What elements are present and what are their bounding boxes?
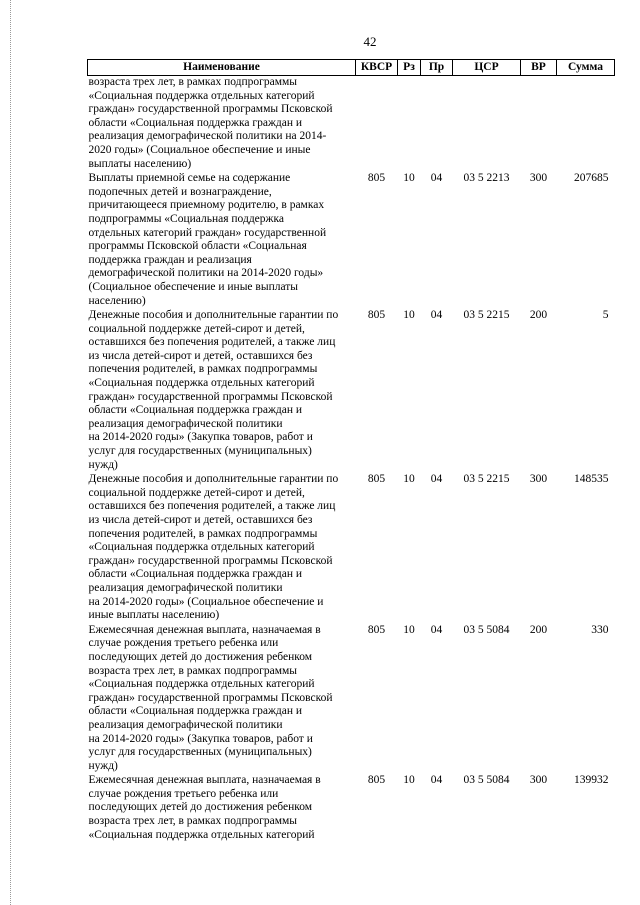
row-csr-cell: 03 5 2215 xyxy=(463,473,510,486)
row-name-line: 2020 годы» (Социальное обеспечение и иные xyxy=(88,143,311,156)
page-number: 42 xyxy=(363,34,377,49)
row-sum-cell: 139932 xyxy=(574,774,609,787)
budget-table xyxy=(87,59,615,843)
row-name-cell xyxy=(88,473,356,624)
row-rz-cell: 10 xyxy=(403,309,415,322)
header-pr: Пр xyxy=(421,60,453,76)
row-vr-cell: 200 xyxy=(529,309,548,322)
row-vr-cell: 300 xyxy=(529,473,548,486)
row-name-line: выплаты населению) xyxy=(88,157,192,170)
table-row xyxy=(88,76,615,173)
row-name-line: на 2014-2020 годы» (Закупка товаров, работ и xyxy=(88,732,313,745)
header-rz: Рз xyxy=(398,60,421,76)
header-sum: Сумма xyxy=(557,60,615,76)
row-name-line: нужд) xyxy=(88,458,118,471)
row-name-line: услуг для государственных (муниципальных) xyxy=(88,746,312,759)
row-name-line: на 2014-2020 годы» (Закупка товаров, работ и xyxy=(88,431,313,444)
row-name-line: на 2014-2020 годы» (Социальное обеспечение и xyxy=(88,595,324,608)
row-name-line: причитающееся приемному родителю, в рамках xyxy=(88,199,325,212)
row-name-line: реализация демографической политики xyxy=(88,417,283,430)
row-name-cell xyxy=(88,624,356,775)
row-kvsr-cell: 805 xyxy=(367,309,386,322)
row-name-line: Выплаты приемной семье на содержание xyxy=(88,172,291,185)
row-name-line: отдельных категорий граждан» государственной xyxy=(88,226,327,239)
row-name-cell xyxy=(88,774,356,843)
row-name-line: попечения родителей, в рамках подпрограммы xyxy=(88,363,318,376)
row-vr-cell: 200 xyxy=(529,623,548,636)
row-name-line: иные выплаты населению) xyxy=(88,609,220,622)
table-header-row xyxy=(88,60,615,76)
row-name-line: области «Социальная поддержка граждан и xyxy=(88,404,303,417)
row-name-line: граждан» государственной программы Псковской xyxy=(88,691,333,704)
row-name-line: граждан» государственной программы Псковской xyxy=(88,554,333,567)
row-name-line: области «Социальная поддержка граждан и xyxy=(88,705,303,718)
row-rz-cell: 10 xyxy=(403,623,415,636)
row-csr-cell xyxy=(453,76,521,173)
row-name-line: оставшихся без попечения родителей, а также лиц xyxy=(88,500,336,513)
row-rz-cell: 10 xyxy=(403,473,415,486)
row-name-line: области «Социальная поддержка граждан и xyxy=(88,568,303,581)
row-kvsr-cell xyxy=(356,76,398,173)
row-name-cell xyxy=(88,76,356,173)
row-name-line: услуг для государственных (муниципальных) xyxy=(88,445,312,458)
row-name-line: Денежные пособия и дополнительные гарантии по xyxy=(88,309,339,322)
row-rz-cell xyxy=(398,76,421,173)
row-name-line: подпрограммы «Социальная поддержка xyxy=(88,212,284,225)
row-vr-cell xyxy=(521,76,557,173)
row-name-line: социальной поддержке детей-сирот и детей, xyxy=(88,322,305,335)
row-pr-cell xyxy=(421,76,453,173)
row-name-line: случае рождения третьего ребенка или xyxy=(88,787,279,800)
row-sum-cell: 207685 xyxy=(574,172,609,185)
row-name-line: оставшихся без попечения родителей, а также лиц xyxy=(88,336,336,349)
row-name-line: Ежемесячная денежная выплата, назначаемая в xyxy=(88,774,321,787)
row-rz-cell: 10 xyxy=(403,774,415,787)
row-pr-cell: 04 xyxy=(430,473,443,486)
row-name-line: социальной поддержке детей-сирот и детей, xyxy=(88,486,305,499)
header-kvsr: КВСР xyxy=(356,60,398,76)
row-name-line: поддержка граждан и реализация xyxy=(88,253,252,266)
row-sum-cell: 330 xyxy=(591,623,609,636)
header-name: Наименование xyxy=(88,60,356,76)
row-vr-cell: 300 xyxy=(529,172,548,185)
row-name-line: (Социальное обеспечение и иные выплаты xyxy=(88,280,299,293)
row-sum-cell xyxy=(557,76,615,173)
header-csr: ЦСР xyxy=(453,60,521,76)
row-name-line: Денежные пособия и дополнительные гарантии по xyxy=(88,473,339,486)
row-name-line: нужд) xyxy=(88,759,118,772)
row-csr-cell: 03 5 5084 xyxy=(463,623,510,636)
row-name-line: «Социальная поддержка отдельных категорий xyxy=(88,89,315,102)
table-body xyxy=(88,76,615,844)
row-rz-cell: 10 xyxy=(403,172,415,185)
row-csr-cell: 03 5 5084 xyxy=(463,774,510,787)
row-pr-cell: 04 xyxy=(430,172,443,185)
row-name-line: из числа детей-сирот и детей, оставшихся без xyxy=(88,349,313,362)
row-name-line: Ежемесячная денежная выплата, назначаемая в xyxy=(88,623,321,636)
row-pr-cell: 04 xyxy=(430,623,443,636)
table-row xyxy=(88,624,615,775)
row-name-line: программы Псковской области «Социальная xyxy=(88,240,307,253)
row-name-line: «Социальная поддержка отдельных категорий xyxy=(88,541,315,554)
row-name-line: демографической политики на 2014-2020 годы» xyxy=(88,267,324,280)
row-name-line: области «Социальная поддержка граждан и xyxy=(88,116,303,129)
row-name-line: реализация демографической политики на 2014- xyxy=(88,130,327,143)
row-kvsr-cell: 805 xyxy=(367,774,386,787)
row-name-line: подопечных детей и вознаграждение, xyxy=(88,185,272,198)
row-name-line: «Социальная поддержка отдельных категорий xyxy=(88,678,315,691)
row-kvsr-cell: 805 xyxy=(367,473,386,486)
row-name-line: возраста трех лет, в рамках подпрограммы xyxy=(88,664,298,677)
row-name-line: реализация демографической политики xyxy=(88,718,283,731)
row-name-line: возраста трех лет, в рамках подпрограммы xyxy=(88,815,298,828)
table-row xyxy=(88,172,615,309)
row-name-line: последующих детей до достижения ребенком xyxy=(88,801,313,814)
row-name-line: возраста трех лет, в рамках подпрограммы xyxy=(88,76,298,88)
row-kvsr-cell: 805 xyxy=(367,172,386,185)
row-csr-cell: 03 5 2215 xyxy=(463,309,510,322)
table-row xyxy=(88,774,615,843)
page-edge-line xyxy=(10,0,11,905)
table-row xyxy=(88,473,615,624)
row-sum-cell: 5 xyxy=(602,309,609,322)
row-name-line: попечения родителей, в рамках подпрограммы xyxy=(88,527,318,540)
row-sum-cell: 148535 xyxy=(574,473,609,486)
row-name-cell xyxy=(88,172,356,309)
header-vr: ВР xyxy=(521,60,557,76)
row-name-line: последующих детей до достижения ребенком xyxy=(88,650,313,663)
budget-table-container xyxy=(87,59,614,843)
row-vr-cell: 300 xyxy=(529,774,548,787)
row-csr-cell: 03 5 2213 xyxy=(463,172,510,185)
row-name-cell xyxy=(88,309,356,473)
row-name-line: «Социальная поддержка отдельных категорий xyxy=(88,828,315,841)
row-name-line: граждан» государственной программы Псковской xyxy=(88,390,333,403)
row-pr-cell: 04 xyxy=(430,774,443,787)
row-name-line: случае рождения третьего ребенка или xyxy=(88,637,279,650)
row-name-line: реализация демографической политики xyxy=(88,581,283,594)
row-pr-cell: 04 xyxy=(430,309,443,322)
row-name-line: населению) xyxy=(88,294,146,307)
row-kvsr-cell: 805 xyxy=(367,623,386,636)
row-name-line: из числа детей-сирот и детей, оставшихся без xyxy=(88,514,313,526)
table-row xyxy=(88,309,615,473)
row-name-line: «Социальная поддержка отдельных категорий xyxy=(88,377,315,390)
row-name-line: граждан» государственной программы Псковской xyxy=(88,103,333,116)
